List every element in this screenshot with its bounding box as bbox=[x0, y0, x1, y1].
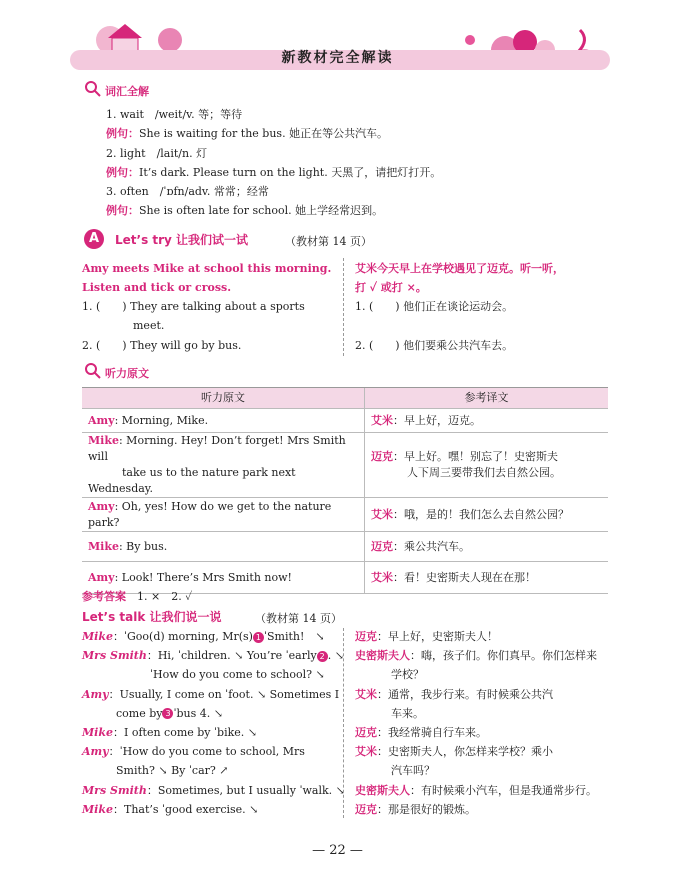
speaker-cn: 艾米 bbox=[371, 570, 393, 584]
dialogue-text-after: . ↘ bbox=[327, 649, 344, 663]
try-intro-en-2: Listen and tick or cross. bbox=[82, 281, 232, 294]
column-divider bbox=[343, 628, 344, 818]
vocab-heading: 词汇全解 bbox=[105, 85, 149, 98]
speaker: Mike bbox=[82, 630, 113, 643]
speaker: Mrs Smith bbox=[82, 649, 147, 663]
dialogue-line-cn bbox=[355, 801, 605, 820]
dialogue-text-cn: 学校？ bbox=[391, 668, 424, 682]
try-q2-en: 2. ( ) They will go by bus. bbox=[82, 339, 242, 352]
speaker-cn: 迈克 bbox=[371, 450, 393, 463]
dialogue-text-cn: ：那是很好的锻炼。 bbox=[377, 802, 476, 816]
speaker: Mike bbox=[82, 725, 113, 739]
line-en: : By bus. bbox=[118, 539, 168, 553]
speaker-cn: 史密斯夫人 bbox=[355, 783, 410, 797]
example-text: She is often late for school. 她上学经常迟到。 bbox=[139, 204, 384, 217]
column-divider bbox=[343, 258, 344, 356]
speaker: Mike bbox=[88, 434, 119, 447]
speaker-cn: 艾米 bbox=[355, 687, 377, 701]
dialogue-line-en bbox=[82, 686, 340, 705]
line-cn: ：乘公共汽车。 bbox=[393, 539, 470, 553]
table-row bbox=[82, 433, 608, 498]
dialogue-line-cn bbox=[355, 743, 605, 762]
dialogue-text: ：Hi, ˈchildren. ↘ You’re ˈearly bbox=[146, 649, 317, 663]
speaker-cn: 迈克 bbox=[355, 630, 377, 643]
example-label: 例句： bbox=[106, 127, 139, 140]
line-cn: ：哦，是的！我们怎么去自然公园？ bbox=[393, 507, 569, 521]
line-cn-cont: 人下周三要带我们去自然公园。 bbox=[407, 466, 561, 479]
magnifier-icon bbox=[84, 362, 102, 383]
dialogue-text: Smith? ↘ By ˈcar? ↗ bbox=[116, 764, 229, 778]
dialogue-text-cn: ：史密斯夫人，你怎样来学校？乘小 bbox=[377, 745, 553, 759]
speaker-cn: 艾米 bbox=[371, 413, 393, 427]
try-q1-cn: 1. ( ) 他们正在谈论运动会。 bbox=[355, 300, 514, 313]
table-row bbox=[82, 498, 608, 532]
speaker: Mrs Smith bbox=[82, 783, 147, 797]
answer-text: 1. × 2. ✓ bbox=[137, 590, 193, 603]
line-cn: ：看！史密斯夫人现在在那！ bbox=[393, 570, 536, 584]
speaker: Amy bbox=[88, 413, 115, 427]
speaker-cn: 迈克 bbox=[355, 725, 377, 739]
note-number: 2 bbox=[317, 651, 328, 662]
answer-line bbox=[82, 588, 192, 605]
example-text: It’s dark. Please turn on the light. 天黑了，请把灯打开。 bbox=[139, 166, 442, 179]
col-header-en: 听力原文 bbox=[82, 388, 365, 409]
dialogue-text-after: ˈSmith! ↘ bbox=[263, 630, 325, 643]
dialogue-text: ：That’s ˈgood exercise. ↘ bbox=[112, 802, 259, 816]
table-row bbox=[82, 532, 608, 562]
speaker-cn: 史密斯夫人 bbox=[355, 649, 410, 663]
vocab-example-1 bbox=[106, 125, 388, 142]
dialogue-line-en bbox=[82, 782, 345, 801]
dialogue-text-cn: ：我经常骑自行车来。 bbox=[377, 725, 487, 739]
dialogue-text-cn: 车来。 bbox=[391, 706, 424, 720]
dialogue-text-cn: ：通常，我步行来。有时候乘公共汽 bbox=[377, 687, 553, 701]
dialogue-text: ：I often come by ˈbike. ↘ bbox=[112, 725, 257, 739]
example-label: 例句： bbox=[106, 166, 139, 179]
dialogue-text-after: ˈbus 4. ↘ bbox=[173, 706, 223, 720]
talk-title: Let’s talk 让我们说一说 bbox=[82, 610, 222, 624]
dialogue-line-cn bbox=[355, 705, 605, 724]
talk-ref: （教材第 14 页） bbox=[255, 612, 342, 625]
dialogue-text: ：ˈGoo(d) morning, Mr(s) bbox=[112, 630, 253, 643]
example-label: 例句： bbox=[106, 204, 139, 217]
dialogue-line-en bbox=[82, 724, 337, 743]
vocab-example-2 bbox=[106, 164, 441, 181]
listen-heading: 听力原文 bbox=[105, 367, 149, 380]
transcript-table bbox=[82, 387, 608, 594]
col-header-cn: 参考译文 bbox=[365, 388, 609, 409]
dialogue-text-cn: ：有时候乘小汽车，但是我通常步行。 bbox=[410, 783, 597, 797]
speaker: Amy bbox=[88, 570, 115, 584]
dialogue-en bbox=[82, 628, 345, 820]
dialogue-line-en bbox=[82, 705, 337, 724]
dialogue-line-en bbox=[82, 743, 337, 762]
speaker-cn: 艾米 bbox=[371, 507, 393, 521]
line-cn: ：早上好。嘿！别忘了！史密斯夫 bbox=[393, 450, 558, 463]
speaker-cn: 迈克 bbox=[355, 802, 377, 816]
line-en: : Morning. Hey! Don’t forget! Mrs Smith will bbox=[88, 434, 346, 463]
dialogue-text: ˈHow do you come to school? ↘ bbox=[150, 668, 325, 682]
dialogue-text: ：Usually, I come on ˈfoot. ↘ Sometimes I bbox=[108, 687, 340, 701]
magnifier-icon bbox=[84, 80, 102, 101]
note-number: 3 bbox=[162, 708, 173, 719]
example-text: She is waiting for the bus. 她正在等公共汽车。 bbox=[139, 127, 389, 140]
dialogue-line-cn bbox=[355, 628, 605, 647]
dialogue-text: ：Sometimes, but I usually ˈwalk. ↘ bbox=[146, 783, 345, 797]
try-intro-en-1: Amy meets Mike at school this morning. bbox=[82, 262, 332, 275]
section-badge: A bbox=[84, 229, 104, 249]
dialogue-line-cn bbox=[355, 666, 605, 685]
dialogue-text-cn: 汽车吗？ bbox=[391, 764, 435, 778]
try-title: Let’s try 让我们试一试 bbox=[115, 233, 249, 247]
vocab-word-2: 2. light /lait/n. 灯 bbox=[106, 147, 208, 160]
dialogue-text-cn: ：早上好，史密斯夫人！ bbox=[377, 630, 498, 643]
try-intro-cn-2: 打 ✓ 或打 ×。 bbox=[355, 281, 427, 294]
speaker-cn: 艾米 bbox=[355, 745, 377, 759]
line-cn: ：早上好，迈克。 bbox=[393, 413, 481, 427]
line-en: : Oh, yes! How do we get to the nature park? bbox=[88, 499, 332, 529]
dialogue-line-cn bbox=[355, 686, 605, 705]
dialogue-line-cn bbox=[355, 724, 605, 743]
vocab-word-3: 3. often /ˈɒfn/adv. 常常；经常 bbox=[106, 185, 269, 198]
dialogue-line-en bbox=[82, 801, 337, 820]
speaker: Amy bbox=[88, 499, 115, 513]
dialogue-line-en bbox=[82, 628, 337, 647]
line-en-cont: take us to the nature park next Wednesday. bbox=[88, 466, 296, 495]
speaker: Mike bbox=[82, 802, 113, 816]
dialogue-text: ：ˈHow do you come to school, Mrs bbox=[108, 745, 305, 759]
table-row bbox=[82, 409, 608, 433]
dialogue-line-cn bbox=[355, 762, 605, 781]
try-q1-en: 1. ( ) They are talking about a sports bbox=[82, 300, 305, 313]
vocab-word-1: 1. wait /weit/v. 等；等待 bbox=[106, 108, 243, 121]
dialogue-line-en bbox=[82, 666, 337, 685]
dialogue-line-en bbox=[82, 647, 344, 666]
speaker: Mike bbox=[88, 539, 119, 553]
vocab-example-3 bbox=[106, 202, 383, 219]
answer-label: 参考答案 bbox=[82, 590, 126, 603]
dialogue-line-cn bbox=[355, 782, 605, 801]
dialogue-text-cn: ：嗨，孩子们。你们真早。你们怎样来 bbox=[410, 649, 597, 663]
try-intro-cn-1: 艾米今天早上在学校遇见了迈克。听一听， bbox=[355, 262, 564, 275]
page-number: — 22 — bbox=[312, 843, 363, 858]
try-ref: （教材第 14 页） bbox=[285, 235, 372, 248]
speaker: Amy bbox=[82, 745, 109, 759]
dialogue-line-cn bbox=[355, 647, 605, 666]
line-en: : Look! There’s Mrs Smith now! bbox=[114, 570, 292, 584]
dialogue-cn bbox=[355, 628, 605, 820]
speaker-cn: 迈克 bbox=[371, 539, 393, 553]
dialogue-line-en bbox=[82, 762, 337, 781]
dialogue-text: come by bbox=[116, 706, 163, 720]
line-en: : Morning, Mike. bbox=[114, 413, 209, 427]
note-number: 1 bbox=[253, 632, 264, 643]
book-title: 新教材完全解读 bbox=[281, 50, 394, 66]
try-q2-cn: 2. ( ) 他们要乘公共汽车去。 bbox=[355, 339, 514, 352]
speaker: Amy bbox=[82, 687, 109, 701]
try-q1-en-cont: meet. bbox=[133, 319, 165, 332]
